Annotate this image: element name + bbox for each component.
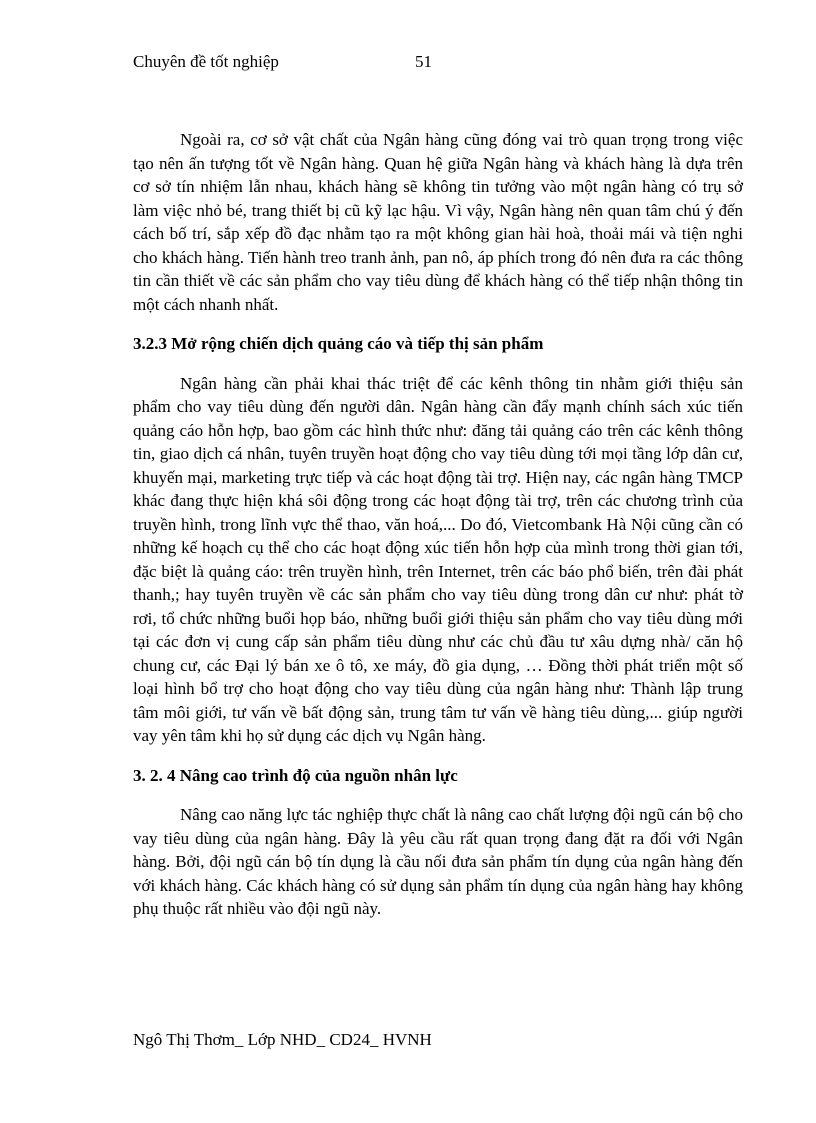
page-number: 51 [415, 52, 432, 71]
page-footer: Ngô Thị Thơm_ Lớp NHD_ CD24_ HVNH [133, 1030, 432, 1049]
page-body [133, 128, 743, 921]
header-title: Chuyên đề tốt nghiệp [133, 52, 279, 71]
paragraph-advertising: Ngân hàng cần phải khai thác triệt để các kênh thông tin nhằm giới thiệu sản phẩm cho vay tiêu dùng đến người dân. Ngân hàng cần đẩy mạnh chính sách xúc tiến quảng cáo hỗn hợp, bao gồm các hình thức như: đăng tải quảng cáo trên các kênh thông tin, giao dịch cá nhân, tuyên truyền hoạt động cho vay tiêu dùng tới mọi tầng lớp dân cư, khuyến mại, marketing trực tiếp và các hoạt động tài trợ. Hiện nay, các ngân hàng TMCP khác đang thực hiện khá sôi động trong các hoạt động tài trợ, trên các chương trình của truyền hình, trong lĩnh vực thể thao, văn hoá,... Do đó, Vietcombank Hà Nội cũng cần có những kế hoạch cụ thể cho các hoạt động xúc tiến hỗn hợp của mình trong thời gian tới, đặc biệt là quảng cáo: trên truyền hình, trên Internet, trên các báo phổ biến, trên đài phát thanh,; hay tuyên truyền về các sản phẩm cho vay tiêu dùng trong dân cư như: phát tờ rơi, tổ chức những buổi họp báo, những buổi giới thiệu sản phẩm cho vay tiêu dùng mới tại các đơn vị cung cấp sản phẩm tiêu dùng như các chủ đầu tư xâu dựng nhà/ căn hộ chung cư, các Đại lý bán xe ô tô, xe máy, đồ gia dụng, … Đồng thời phát triển một số loại hình bổ trợ cho hoạt động cho vay tiêu dùng của ngân hàng như: Thành lập trung tâm môi giới, tư vấn về bất động sản, trung tâm tư vấn về hàng tiêu dùng,... giúp người vay yên tâm khi họ sử dụng các dịch vụ Ngân hàng. [133, 373, 743, 745]
page-header [133, 52, 693, 76]
section-heading-3-2-4: 3. 2. 4 Nâng cao trình độ của nguồn nhân lực [133, 765, 458, 785]
paragraph-human-resources: Nâng cao năng lực tác nghiệp thực chất là nâng cao chất lượng đội ngũ cán bộ cho vay tiêu dùng của ngân hàng. Đây là yêu cầu rất quan trọng đang đặt ra đối với Ngân hàng. Bởi, đội ngũ cán bộ tín dụng là cầu nối đưa sản phẩm tín dụng của ngân hàng đến với khách hàng. Các khách hàng có sử dụng sản phẩm tín dụng của ngân hàng hay không phụ thuộc rất nhiều vào đội ngũ này. [133, 805, 743, 918]
paragraph-facilities: Ngoài ra, cơ sở vật chất của Ngân hàng cũng đóng vai trò quan trọng trong việc tạo nên ấn tượng tốt về Ngân hàng. Quan hệ giữa Ngân hàng và khách hàng là dựa trên cơ sở tín nhiệm lẫn nhau, khách hàng sẽ không tin tưởng vào một ngân hàng có trụ sở làm việc nhỏ bé, trang thiết bị cũ kỹ lạc hậu. Vì vậy, Ngân hàng nên quan tâm chú ý đến cách bố trí, sắp xếp đồ đạc nhằm tạo ra một không gian hài hoà, thoải mái và tiện nghi cho khách hàng. Tiến hành treo tranh ảnh, pan nô, áp phích trong đó nên đưa ra các thông tin cần thiết về các sản phẩm cho vay tiêu dùng để khách hàng có thể tiếp nhận thông tin một cách nhanh nhất. [133, 130, 743, 314]
section-heading-3-2-3: 3.2.3 Mở rộng chiến dịch quảng cáo và tiếp thị sản phẩm [133, 334, 544, 353]
